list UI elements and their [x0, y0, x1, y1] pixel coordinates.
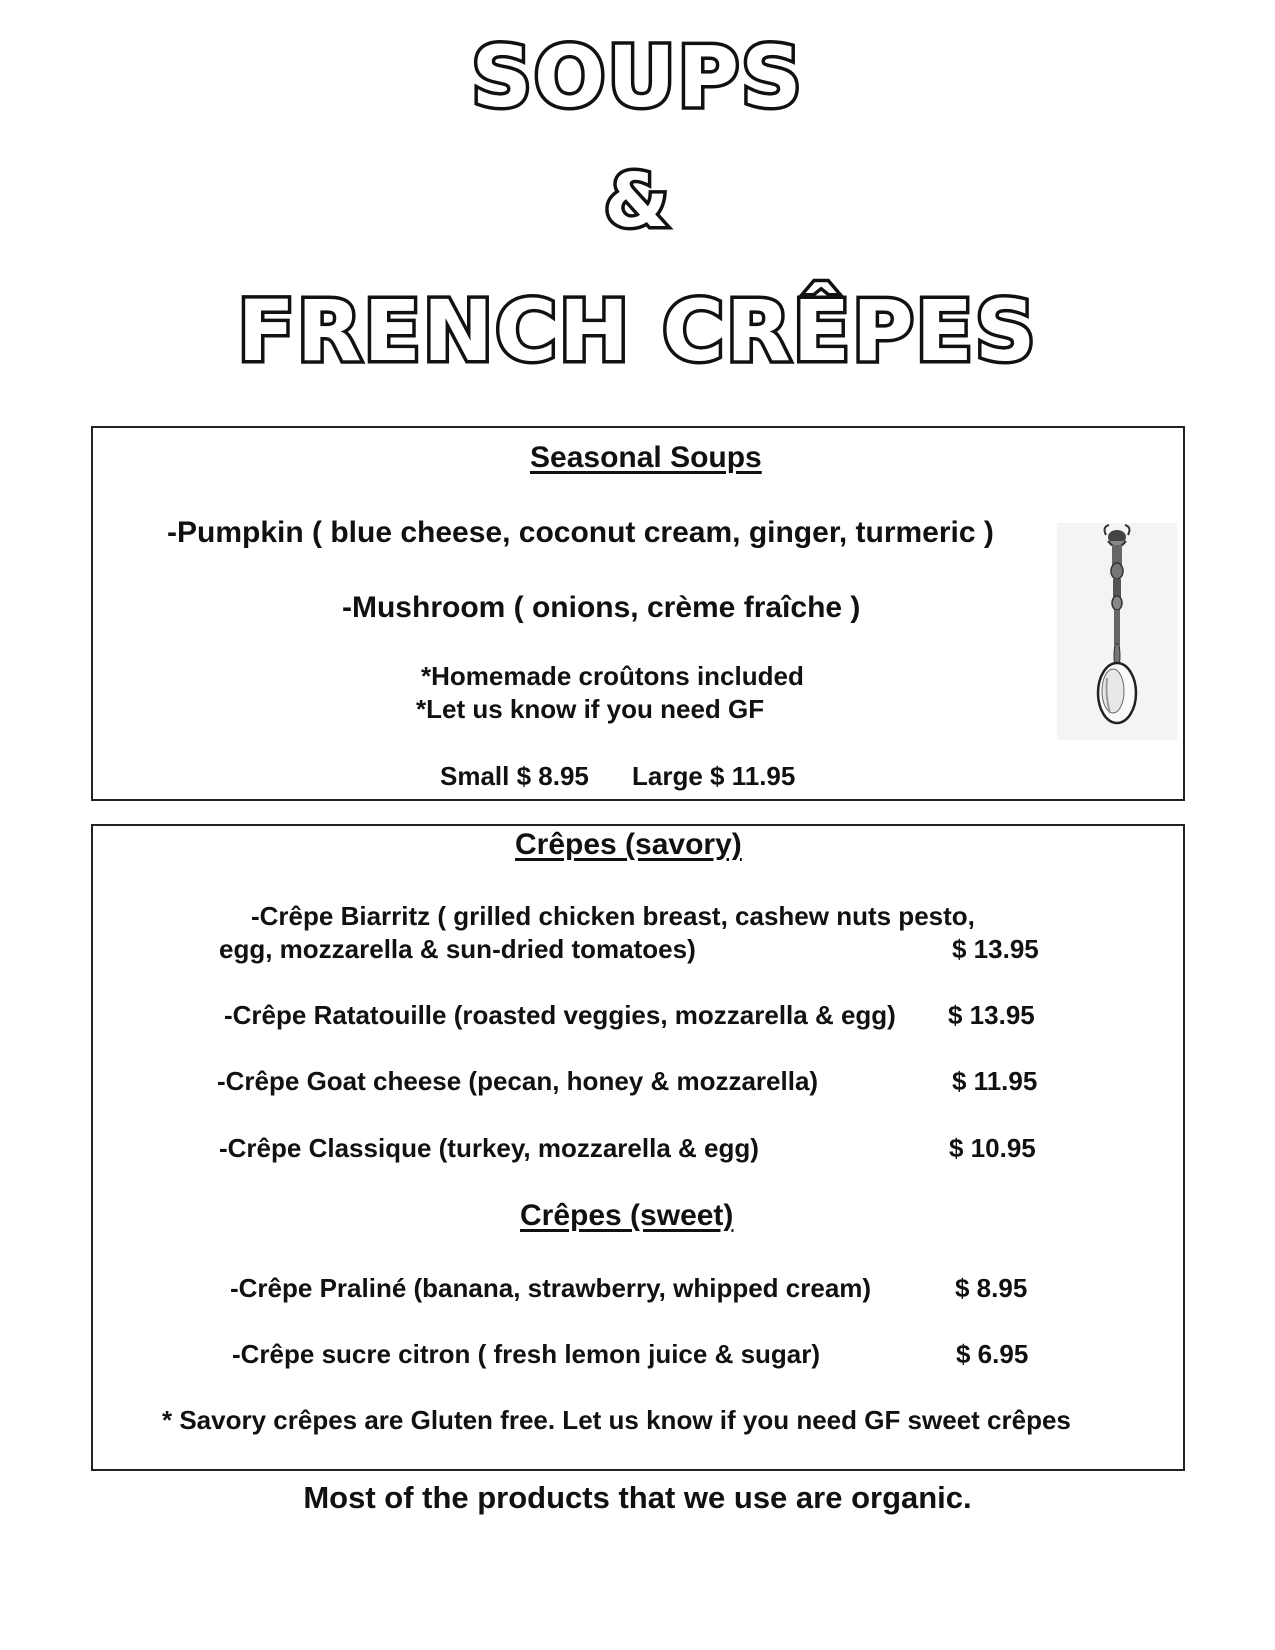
soup-item-mushroom: -Mushroom ( onions, crème fraîche ) [342, 591, 861, 624]
crepe-ratatouille-price: $ 13.95 [948, 1000, 1035, 1030]
title-line-soups: SOUPS [471, 28, 804, 126]
crepe-classique-price: $ 10.95 [949, 1133, 1036, 1163]
soups-heading: Seasonal Soups [530, 441, 762, 474]
crepe-praline: -Crêpe Praliné (banana, strawberry, whipped cream) [230, 1273, 872, 1303]
soup-note-croutons: *Homemade croûtons included [421, 661, 804, 691]
crepe-biarritz-line1: -Crêpe Biarritz ( grilled chicken breast, cashew nuts pesto, [251, 901, 975, 931]
soup-note-gf: *Let us know if you need GF [416, 694, 765, 724]
title-line-french-crepes: FRENCH CRÊPES [237, 282, 1038, 380]
title-line-ampersand: & [604, 158, 671, 244]
crepe-biarritz-line2: egg, mozzarella & sun-dried tomatoes) [219, 934, 696, 964]
crepe-biarritz-price: $ 13.95 [952, 934, 1039, 964]
crepe-classique: -Crêpe Classique (turkey, mozzarella & egg) [219, 1133, 759, 1163]
crepe-goat-cheese: -Crêpe Goat cheese (pecan, honey & mozzarella) [217, 1066, 819, 1096]
spoon-icon [1057, 523, 1177, 740]
spoon-illustration [1057, 523, 1177, 740]
organic-footer-note: Most of the products that we use are organic. [303, 1480, 972, 1515]
soup-price-large: Large $ 11.95 [632, 761, 796, 791]
crepes-savory-heading: Crêpes (savory) [515, 828, 742, 861]
crepes-sweet-heading: Crêpes (sweet) [520, 1199, 734, 1232]
crepe-ratatouille: -Crêpe Ratatouille (roasted veggies, mozzarella & egg) [224, 1000, 896, 1030]
soup-item-pumpkin: -Pumpkin ( blue cheese, coconut cream, ginger, turmeric ) [167, 516, 994, 549]
soup-price-small: Small $ 8.95 [440, 761, 589, 791]
crepes-gf-note: * Savory crêpes are Gluten free. Let us know if you need GF sweet crêpes [162, 1405, 1071, 1435]
crepe-goat-cheese-price: $ 11.95 [952, 1066, 1038, 1096]
crepe-praline-price: $ 8.95 [955, 1273, 1028, 1303]
crepe-sucre-citron-price: $ 6.95 [956, 1339, 1029, 1369]
crepe-sucre-citron: -Crêpe sucre citron ( fresh lemon juice & sugar) [232, 1339, 821, 1369]
